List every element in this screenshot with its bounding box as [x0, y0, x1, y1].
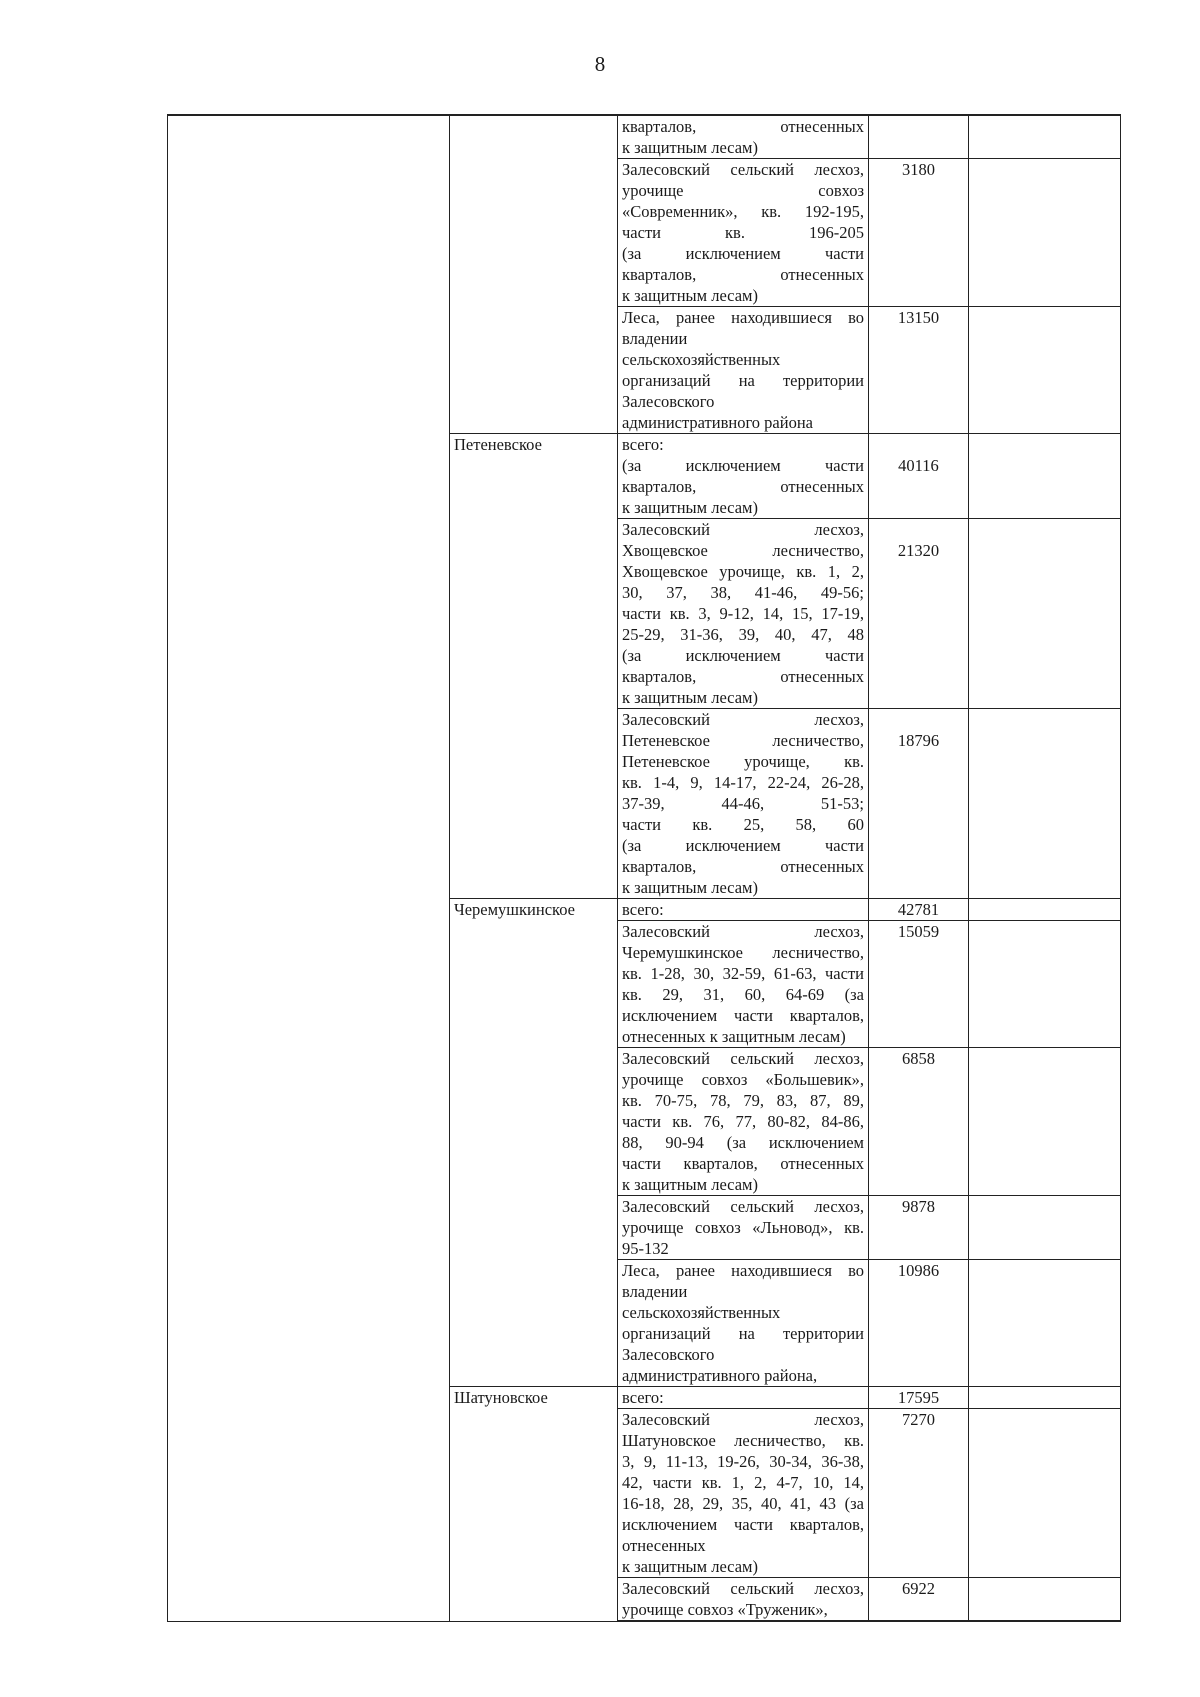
area-cell — [869, 434, 969, 519]
description-cell — [618, 434, 869, 519]
area-value: 6922 — [902, 1579, 935, 1598]
description-line: Залесовский лесхоз, — [622, 922, 864, 941]
table-body — [168, 115, 1121, 1621]
description-line: Шатуновское лесничество, кв. — [622, 1431, 864, 1450]
description-line: Хвощевское урочище, кв. 1, 2, — [622, 562, 864, 581]
description-line: Залесовский сельский лесхоз, — [622, 1049, 864, 1068]
description-line: 16-18, 28, 29, 35, 40, 41, 43 (за — [622, 1494, 864, 1513]
description-line: Петеневское урочище, кв. — [622, 752, 864, 771]
notes-cell — [969, 1387, 1121, 1409]
description-line: Залесовского — [622, 1345, 715, 1364]
description-cell — [618, 159, 869, 307]
area-value: 7270 — [902, 1410, 935, 1429]
district-cell — [168, 115, 450, 1621]
area-cell — [869, 921, 969, 1048]
description-cell — [618, 519, 869, 709]
description-cell — [618, 1260, 869, 1387]
description-cell — [618, 307, 869, 434]
settlement-cell: Шатуновское — [450, 1387, 618, 1622]
description-line: сельскохозяйственных — [622, 350, 781, 369]
description-line: кварталов, отнесенных — [622, 667, 864, 686]
area-cell — [869, 115, 969, 159]
description-cell — [618, 1387, 869, 1409]
description-line: (за исключением части — [622, 836, 864, 855]
area-value: 15059 — [897, 922, 940, 941]
description-line: Залесовский лесхоз, — [622, 710, 864, 729]
description-line: 25-29, 31-36, 39, 40, 47, 48 — [622, 625, 864, 644]
description-line: 3, 9, 11-13, 19-26, 30-34, 36-38, — [622, 1452, 864, 1471]
description-cell — [618, 709, 869, 899]
area-cell — [869, 899, 969, 921]
description-cell — [618, 1048, 869, 1196]
description-line: кв. 29, 31, 60, 64-69 (за — [622, 985, 864, 1004]
description-line: к защитным лесам) — [622, 286, 758, 305]
description-line: (за исключением части — [622, 646, 864, 665]
description-line: отнесенных к защитным лесам) — [622, 1027, 846, 1046]
description-line: урочище совхоз «Труженик», — [622, 1600, 828, 1619]
notes-cell — [969, 159, 1121, 307]
description-line: Залесовский сельский лесхоз, — [622, 160, 864, 179]
description-line: 42, части кв. 1, 2, 4-7, 10, 14, — [622, 1473, 864, 1492]
description-line: 88, 90-94 (за исключением — [622, 1133, 864, 1152]
notes-cell — [969, 1409, 1121, 1578]
description-line: Петеневское лесничество, — [622, 731, 864, 750]
description-line: Залесовский сельский лесхоз, — [622, 1579, 864, 1598]
area-value: 17595 — [897, 1388, 940, 1407]
settlement-cell: Петеневское — [450, 434, 618, 899]
notes-cell — [969, 519, 1121, 709]
notes-cell — [969, 1260, 1121, 1387]
area-value: 18796 — [897, 731, 940, 750]
area-value: 13150 — [897, 308, 940, 327]
description-line: владении — [622, 1282, 688, 1301]
description-line: Черемушкинское лесничество, — [622, 943, 864, 962]
notes-cell — [969, 921, 1121, 1048]
description-line: административного района, — [622, 1366, 818, 1385]
notes-cell — [969, 1578, 1121, 1622]
description-line: части кв. 3, 9-12, 14, 15, 17-19, — [622, 604, 864, 623]
area-value: 10986 — [897, 1261, 940, 1280]
description-line: 95-132 — [622, 1239, 669, 1258]
notes-cell — [969, 899, 1121, 921]
area-cell — [869, 1048, 969, 1196]
forest-areas-table — [167, 114, 1121, 1622]
description-line: Залесовский сельский лесхоз, — [622, 1197, 864, 1216]
description-line: кварталов, отнесенных — [622, 477, 864, 496]
area-cell — [869, 1196, 969, 1260]
description-line: 37-39, 44-46, 51-53; — [622, 794, 864, 813]
description-line: кварталов, отнесенных — [622, 265, 864, 284]
description-line: Леса, ранее находившиеся во — [622, 308, 864, 327]
settlement-cell — [450, 115, 618, 434]
description-line: всего: — [622, 1388, 664, 1407]
description-cell — [618, 1578, 869, 1622]
area-cell — [869, 519, 969, 709]
settlement-cell: Черемушкинское — [450, 899, 618, 1387]
area-value: 9878 — [902, 1197, 935, 1216]
description-line: отнесенных — [622, 1536, 706, 1555]
area-cell — [869, 159, 969, 307]
description-line: к защитным лесам) — [622, 1557, 758, 1576]
description-line: исключением части кварталов, — [622, 1515, 864, 1534]
description-line: всего: — [622, 900, 664, 919]
notes-cell — [969, 709, 1121, 899]
area-value: 3180 — [902, 160, 935, 179]
area-cell — [869, 1409, 969, 1578]
notes-cell — [969, 1196, 1121, 1260]
description-line: к защитным лесам) — [622, 138, 758, 157]
area-value: 6858 — [902, 1049, 935, 1068]
notes-cell — [969, 1048, 1121, 1196]
description-line: части кв. 196-205 — [622, 223, 864, 242]
description-line: организаций на территории — [622, 371, 864, 390]
description-line: к защитным лесам) — [622, 878, 758, 897]
description-line: кварталов, отнесенных — [622, 857, 864, 876]
description-cell — [618, 921, 869, 1048]
area-cell — [869, 307, 969, 434]
description-cell — [618, 115, 869, 159]
area-cell — [869, 1578, 969, 1622]
area-cell — [869, 709, 969, 899]
description-line: исключением части кварталов, — [622, 1006, 864, 1025]
description-line: части кв. 25, 58, 60 — [622, 815, 864, 834]
description-cell — [618, 1409, 869, 1578]
notes-cell — [969, 307, 1121, 434]
description-line: владении — [622, 329, 688, 348]
notes-cell — [969, 115, 1121, 159]
page-number: 8 — [594, 52, 606, 76]
description-line: урочище совхоз «Льновод», кв. — [622, 1218, 864, 1237]
description-line: «Современник», кв. 192-195, — [622, 202, 864, 221]
description-cell — [618, 899, 869, 921]
description-line: урочище совхоз — [622, 181, 864, 200]
description-line: (за исключением части — [622, 456, 864, 475]
description-line: кв. 1-4, 9, 14-17, 22-24, 26-28, — [622, 773, 864, 792]
description-line: 30, 37, 38, 41-46, 49-56; — [622, 583, 864, 602]
description-line: Залесовский лесхоз, — [622, 1410, 864, 1429]
notes-cell — [969, 434, 1121, 519]
area-cell — [869, 1260, 969, 1387]
area-value: 42781 — [897, 900, 940, 919]
description-line: Залесовский лесхоз, — [622, 520, 864, 539]
area-value: 21320 — [897, 541, 940, 560]
description-line: Хвощевское лесничество, — [622, 541, 864, 560]
description-line: Леса, ранее находившиеся во — [622, 1261, 864, 1280]
description-line: административного района — [622, 413, 813, 432]
area-cell — [869, 1387, 969, 1409]
description-line: к защитным лесам) — [622, 498, 758, 517]
description-line: (за исключением части — [622, 244, 864, 263]
description-line: к защитным лесам) — [622, 1175, 758, 1194]
description-line: урочище совхоз «Большевик», — [622, 1070, 864, 1089]
description-line: кв. 70-75, 78, 79, 83, 87, 89, — [622, 1091, 864, 1110]
description-line: части кв. 76, 77, 80-82, 84-86, — [622, 1112, 864, 1131]
description-line: всего: — [622, 435, 664, 454]
description-line: Залесовского — [622, 392, 715, 411]
area-value: 40116 — [898, 456, 939, 475]
description-line: кв. 1-28, 30, 32-59, 61-63, части — [622, 964, 864, 983]
description-line: сельскохозяйственных — [622, 1303, 781, 1322]
description-line: части кварталов, отнесенных — [622, 1154, 864, 1173]
description-cell — [618, 1196, 869, 1260]
description-line: кварталов, отнесенных — [622, 117, 864, 136]
table-row — [168, 115, 1121, 159]
description-line: к защитным лесам) — [622, 688, 758, 707]
description-line: организаций на территории — [622, 1324, 864, 1343]
